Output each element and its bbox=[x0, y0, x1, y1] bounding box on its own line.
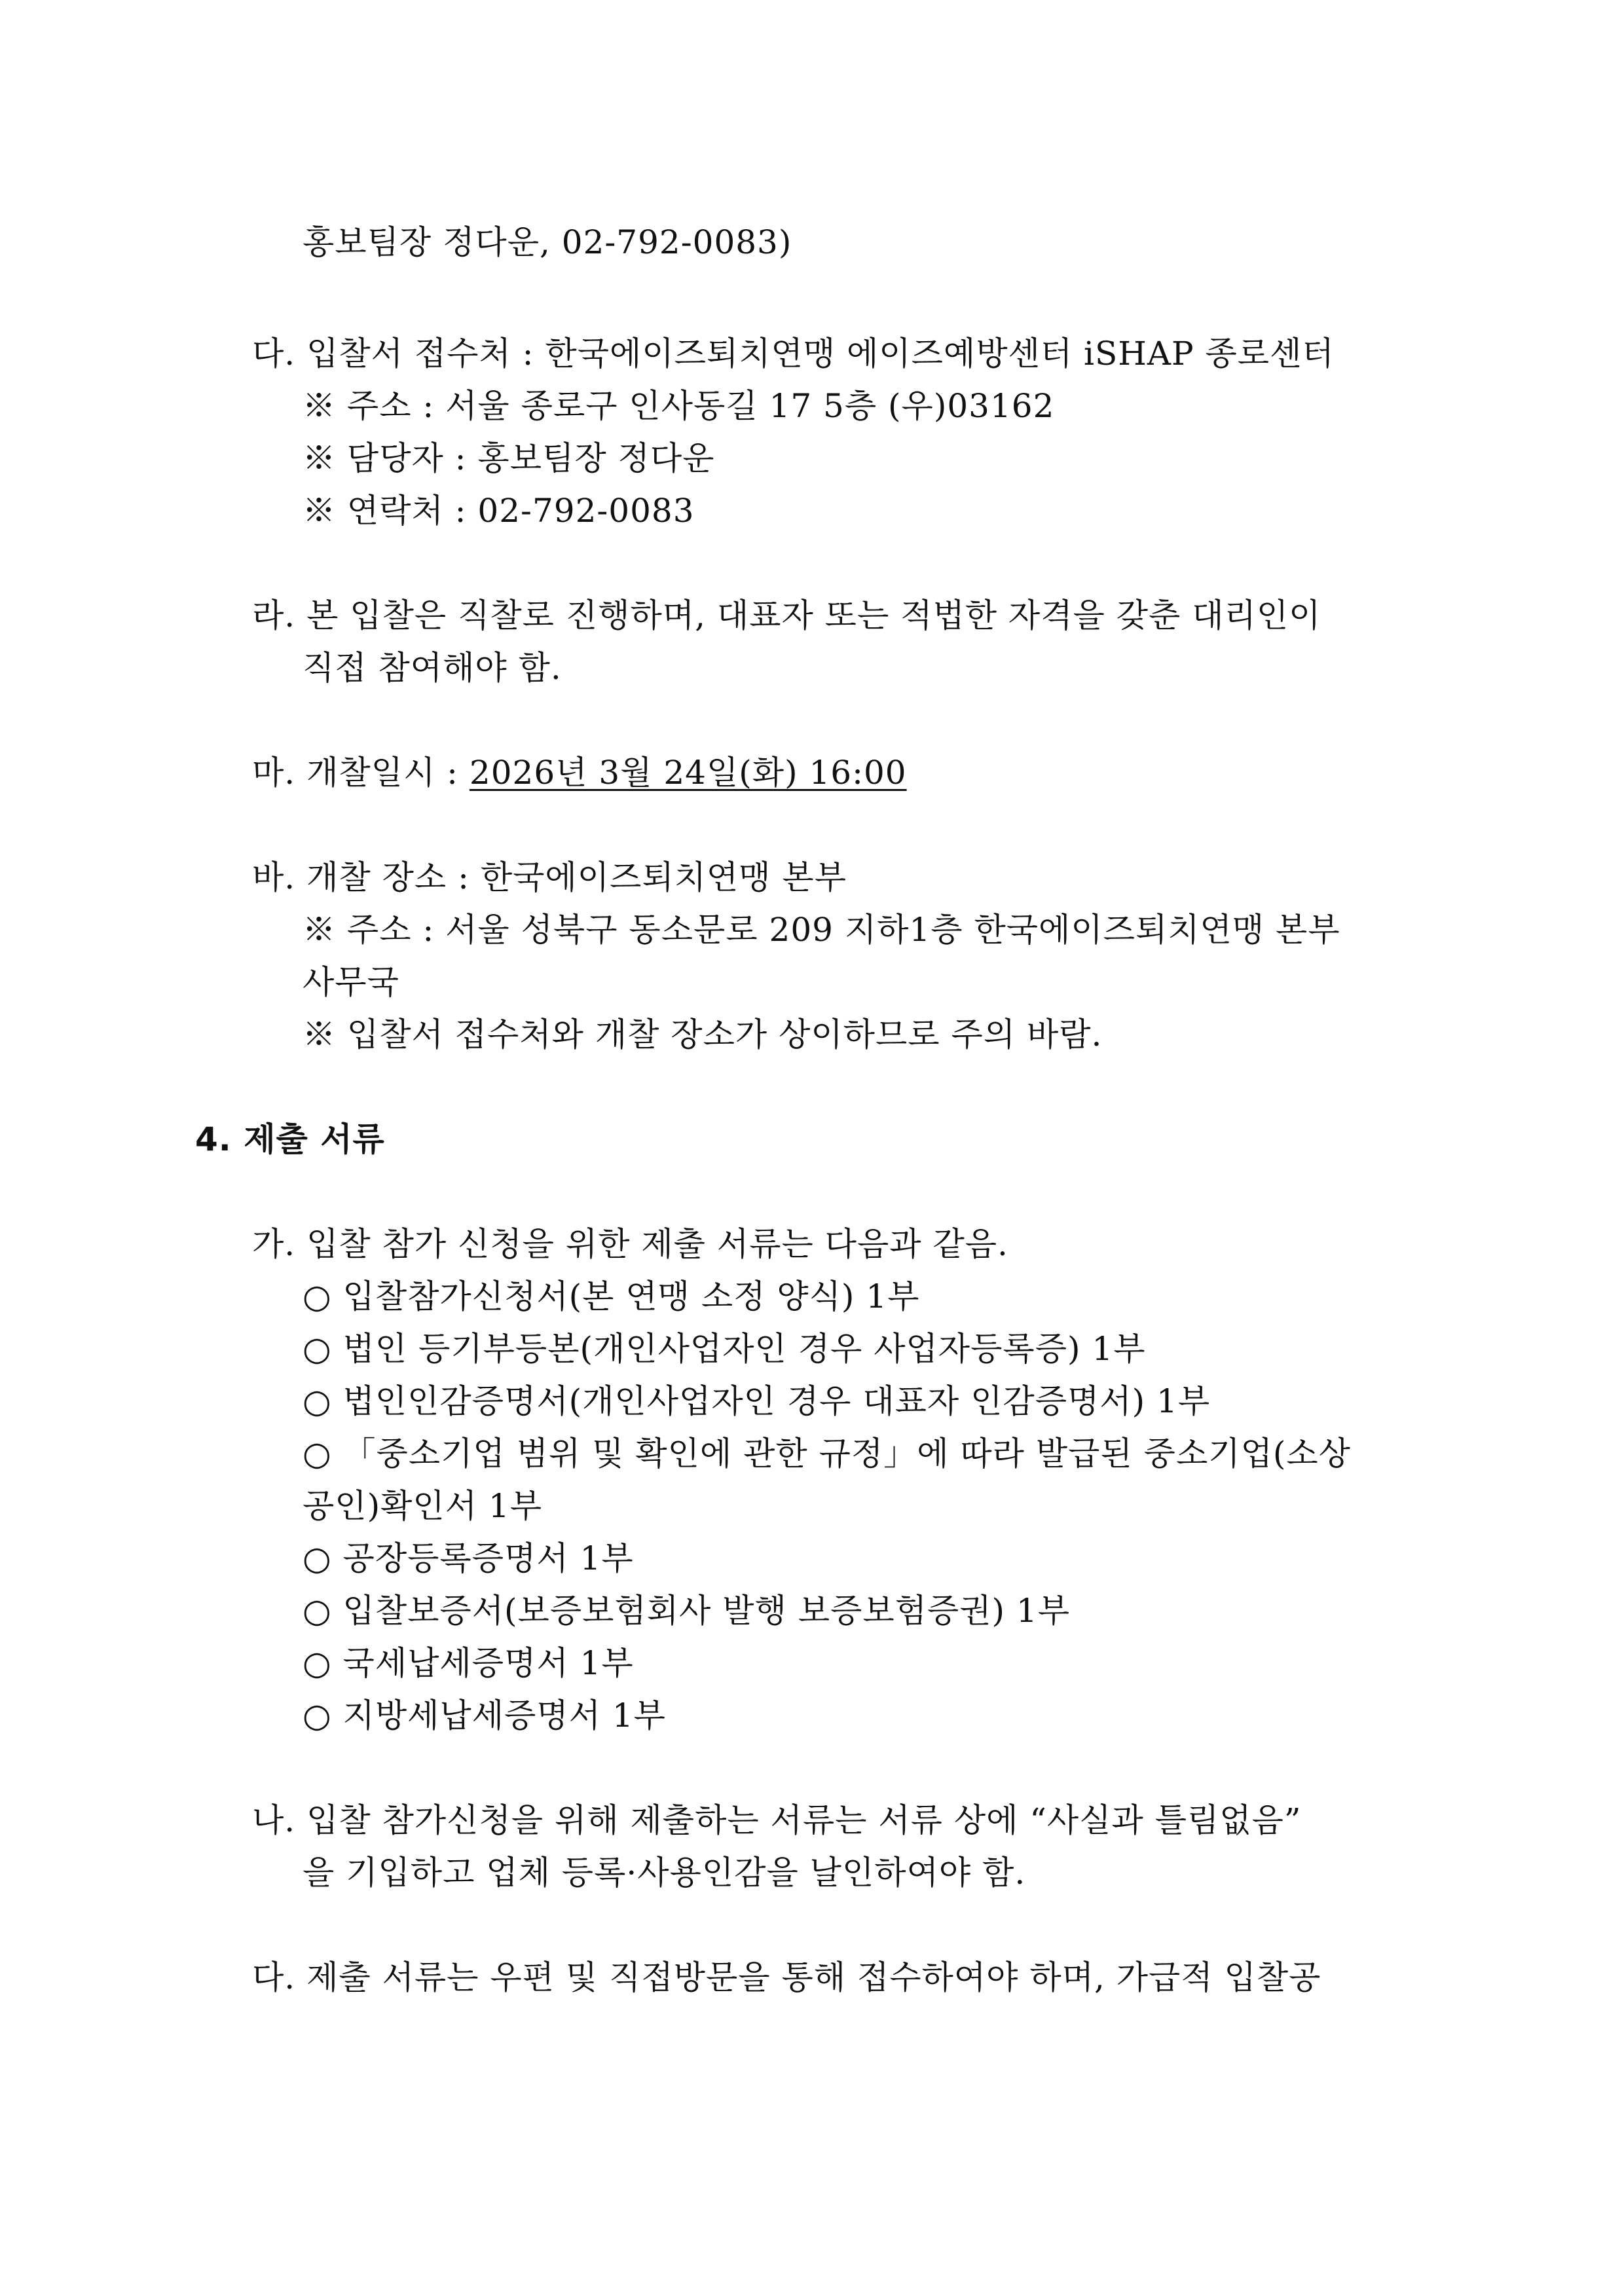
doc-item-sme-certificate: ○ 「중소기업 범위 및 확인에 관한 규정」에 따라 발급된 중소기업(소상 bbox=[303, 1435, 1351, 1473]
continued-contact-line: 홍보팀장 정다운, 02-792-0083) bbox=[303, 223, 792, 261]
doc-item-national-tax: ○ 국세납세증명서 1부 bbox=[303, 1644, 634, 1682]
item-da-bid-receipt: 다. 입찰서 접수처 : 한국에이즈퇴치연맹 에이즈예방센터 iSHAP 종로센터 bbox=[252, 335, 1335, 373]
item-ba-opening-place: 바. 개찰 장소 : 한국에이즈퇴치연맹 본부 bbox=[252, 858, 847, 896]
item-ma-opening-date bbox=[252, 746, 907, 799]
doc-item-local-tax: ○ 지방세납세증명서 1부 bbox=[303, 1697, 666, 1735]
section-4-title: 4. 제출 서류 bbox=[195, 1120, 385, 1158]
ma-prefix: 마. 개찰일시 : bbox=[252, 754, 470, 792]
na-line2: 을 기입하고 업체 등록·사용인감을 날인하여야 함. bbox=[303, 1854, 1026, 1892]
item-da-submission-method: 다. 제출 서류는 우편 및 직접방문을 통해 접수하여야 하며, 가급적 입찰공 bbox=[252, 1958, 1321, 1996]
ba-address-line1: ※ 주소 : 서울 성북구 동소문로 209 지하1층 한국에이즈퇴치연맹 본부 bbox=[303, 911, 1340, 949]
doc-item-seal-certificate: ○ 법인인감증명서(개인사업자인 경우 대표자 인감증명서) 1부 bbox=[303, 1382, 1211, 1420]
opening-datetime: 2026년 3월 24일(화) 16:00 bbox=[469, 754, 907, 792]
doc-item-application: ○ 입찰참가신청서(본 연맹 소정 양식) 1부 bbox=[303, 1277, 920, 1315]
doc-item-bid-bond: ○ 입찰보증서(보증보험회사 발행 보증보험증권) 1부 bbox=[303, 1592, 1071, 1630]
ra-line2: 직접 참여해야 함. bbox=[303, 649, 562, 687]
item-na-submission-note: 나. 입찰 참가신청을 위해 제출하는 서류는 서류 상에 “사실과 틀림없음” bbox=[252, 1801, 1302, 1839]
da-manager: ※ 담당자 : 홍보팀장 정다운 bbox=[303, 439, 715, 477]
ba-address-line2: 사무국 bbox=[303, 963, 399, 1001]
da-address: ※ 주소 : 서울 종로구 인사동길 17 5층 (우)03162 bbox=[303, 387, 1055, 425]
doc-item-registry: ○ 법인 등기부등본(개인사업자인 경우 사업자등록증) 1부 bbox=[303, 1330, 1146, 1368]
ba-note: ※ 입찰서 접수처와 개찰 장소가 상이하므로 주의 바람. bbox=[303, 1016, 1103, 1054]
da-contact: ※ 연락처 : 02-792-0083 bbox=[303, 492, 695, 530]
doc-item-factory-registration: ○ 공장등록증명서 1부 bbox=[303, 1539, 634, 1577]
item-ra-direct-bid: 라. 본 입찰은 직찰로 진행하며, 대표자 또는 적법한 자격을 갖춘 대리인이 bbox=[252, 597, 1321, 634]
item-ga-intro: 가. 입찰 참가 신청을 위한 제출 서류는 다음과 같음. bbox=[252, 1225, 1008, 1263]
doc-item-sme-certificate-cont: 공인)확인서 1부 bbox=[303, 1487, 543, 1525]
